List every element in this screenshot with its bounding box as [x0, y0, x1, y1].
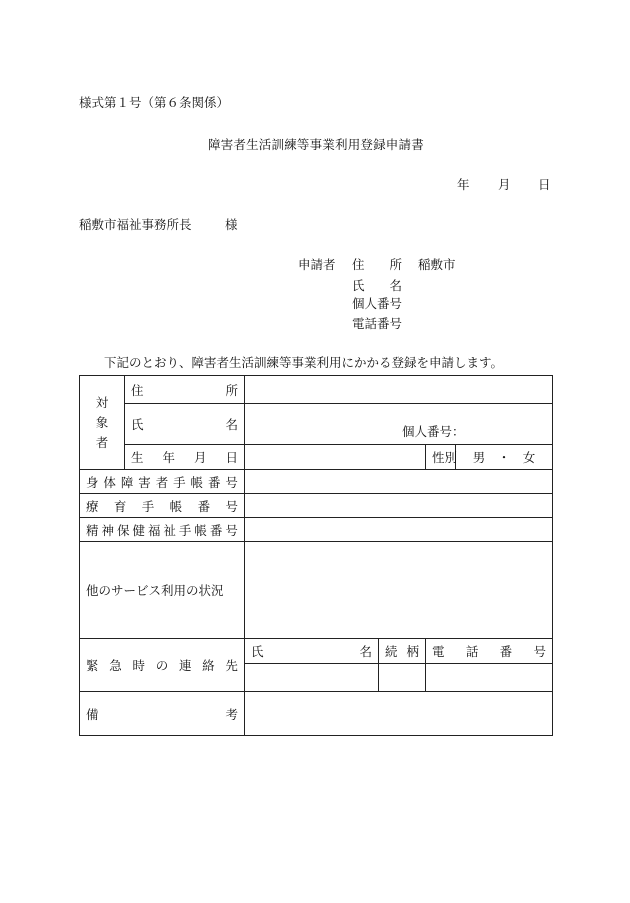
date-year-label: 年	[457, 177, 470, 192]
date-month-label: 月	[498, 177, 511, 192]
name-label-cell	[125, 404, 245, 445]
remarks-input[interactable]	[245, 692, 553, 736]
physical-handbook-label-cell	[80, 470, 245, 494]
document-title: 障害者生活訓練等事業利用登録申請書	[208, 137, 424, 152]
addressee-honorific: 様	[225, 217, 238, 232]
ec-relation-input[interactable]	[379, 664, 426, 692]
applicant-personal-no-label: 個人番号	[352, 296, 403, 311]
birthdate-label-cell	[125, 445, 245, 470]
remarks-label: 備 考	[86, 706, 238, 722]
ec-name-header-cell	[245, 639, 379, 664]
ec-relation-header: 続 柄	[385, 644, 419, 659]
other-services-label: 他のサービス利用の状況	[86, 583, 224, 598]
date-day-label: 日	[538, 177, 551, 192]
name-input[interactable]	[245, 404, 553, 445]
birthdate-input[interactable]	[245, 445, 426, 470]
remarks-label-cell	[80, 692, 245, 736]
ryoiku-handbook-label-cell	[80, 494, 245, 518]
sex-label: 性 別	[432, 450, 458, 465]
ryoiku-handbook-label: 療 育 手 帳 番 号	[86, 498, 238, 514]
mental-handbook-label-cell	[80, 518, 245, 542]
other-services-label-cell	[80, 542, 245, 639]
ec-name-header: 氏 名	[251, 644, 372, 659]
addressee: 稲敷市福祉事務所長	[79, 217, 192, 232]
sex-options[interactable]	[456, 445, 553, 470]
subject-person-label	[80, 393, 124, 453]
ec-phone-header: 電 話 番 号	[432, 644, 546, 659]
form-number: 様式第１号（第６条関係）	[79, 95, 230, 110]
applicant-name-label: 氏 名	[352, 278, 403, 293]
intro-statement: 下記のとおり、障害者生活訓練等事業利用にかかる登録を申請します。	[104, 355, 504, 370]
ec-name-input[interactable]	[245, 664, 379, 692]
ec-phone-header-cell	[426, 639, 553, 664]
subject-person-cell	[80, 376, 125, 470]
emergency-contact-label: 緊 急 時 の 連 絡 先	[86, 658, 238, 673]
address-input[interactable]	[245, 376, 553, 404]
emergency-contact-label-cell	[80, 639, 245, 692]
sex-options-text: 男 ・ 女	[472, 450, 536, 465]
mental-handbook-label: 精 神 保 健 福 祉 手 帳 番 号	[86, 522, 238, 538]
ryoiku-handbook-input[interactable]	[245, 494, 553, 518]
mental-handbook-input[interactable]	[245, 518, 553, 542]
physical-handbook-label: 身 体 障 害 者 手 帳 番 号	[86, 474, 238, 490]
other-services-input[interactable]	[245, 542, 553, 639]
subject-char-2: 象	[95, 414, 109, 430]
applicant-role: 申請者	[298, 257, 336, 272]
ec-phone-input[interactable]	[426, 664, 553, 692]
applicant-address-label: 住 所	[352, 257, 403, 272]
ec-relation-header-cell	[379, 639, 426, 664]
subject-char-3: 者	[95, 434, 109, 450]
application-table	[79, 375, 553, 736]
applicant-phone-label: 電話番号	[352, 316, 403, 331]
physical-handbook-input[interactable]	[245, 470, 553, 494]
subject-char-1: 対	[95, 394, 109, 410]
address-label-cell	[125, 376, 245, 404]
address-label: 住 所	[131, 382, 238, 398]
applicant-address-value: 稲敷市	[418, 257, 456, 272]
birthdate-label: 生 年 月 日	[131, 450, 238, 465]
sex-label-cell	[426, 445, 456, 470]
name-label: 氏 名	[131, 417, 238, 432]
personal-no-label: 個人番号：	[402, 424, 465, 439]
